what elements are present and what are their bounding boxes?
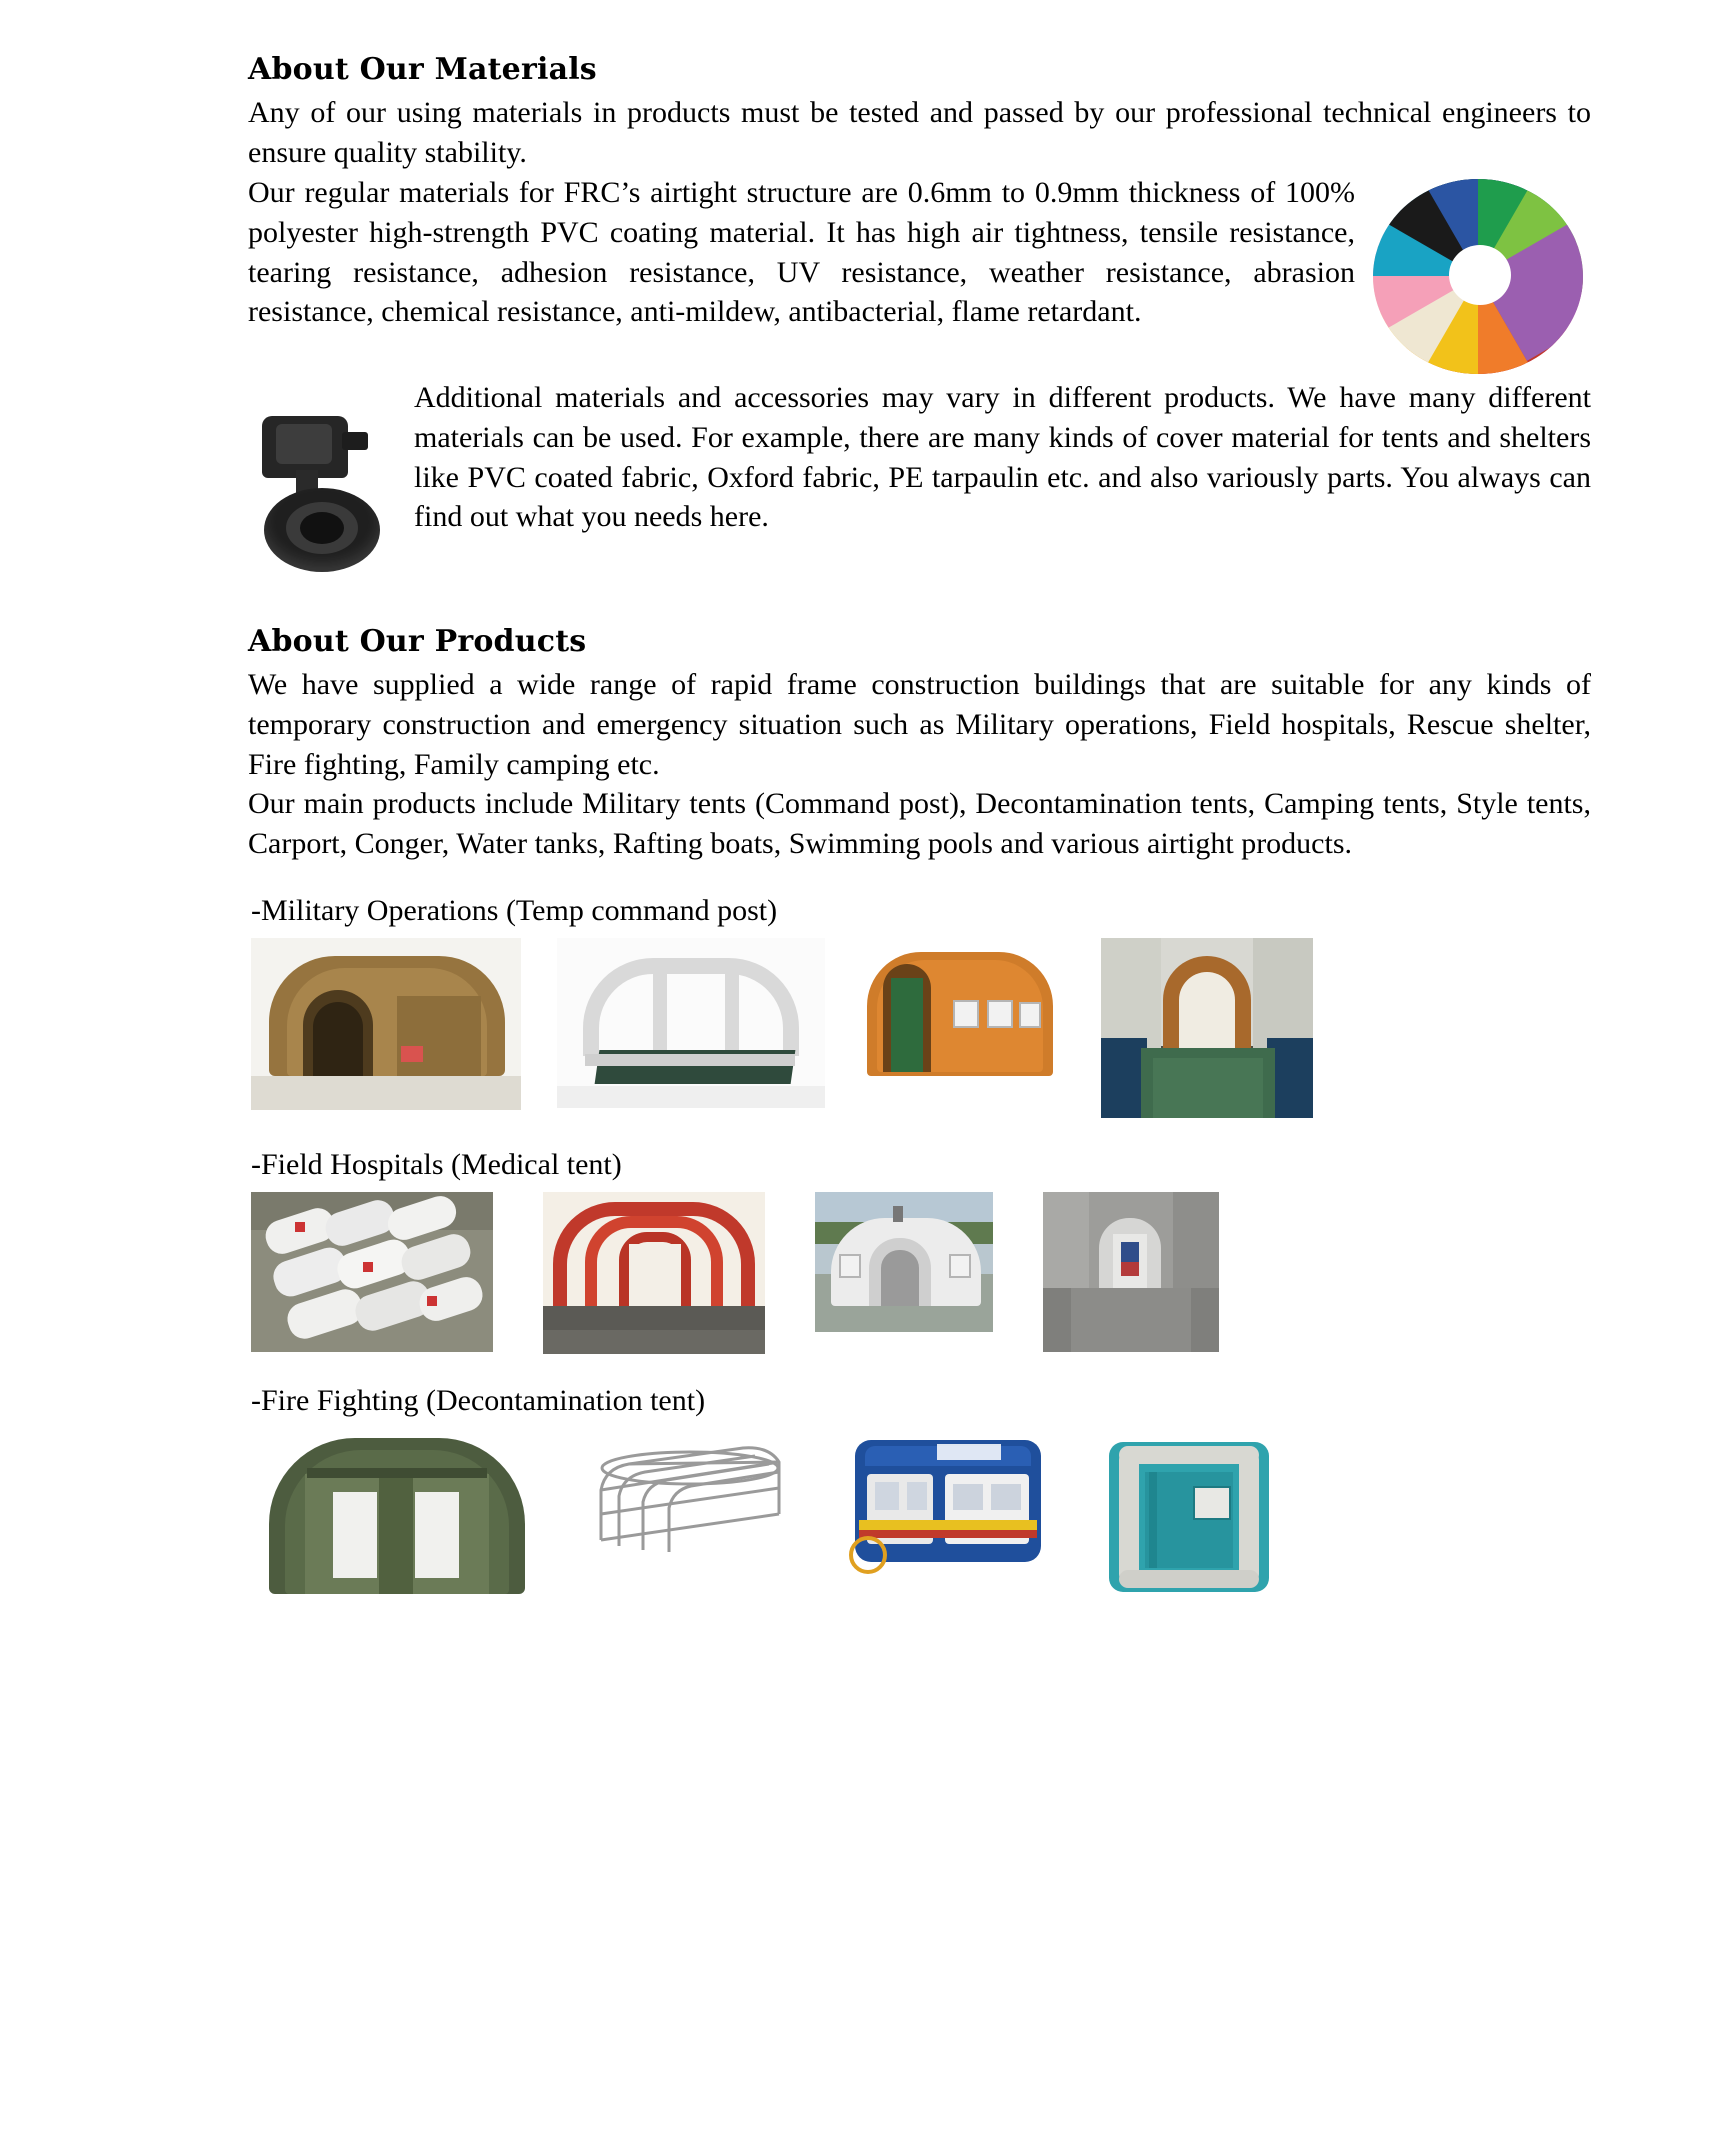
tent-interior-view — [1101, 938, 1313, 1118]
blue-rescue-decon-tent — [841, 1428, 1053, 1580]
gallery-fire-fighting — [248, 1428, 1591, 1616]
gallery-military-operations — [248, 938, 1591, 1118]
pvc-color-swatch-wheel — [1373, 179, 1583, 374]
gallery-label-field-hospitals: -Field Hospitals (Medical tent) — [251, 1148, 622, 1182]
camouflage-inflatable-tent — [861, 938, 1065, 1096]
products-paragraph-2: Our main products include Military tents (Command post), Decontamination tents, Camping tents, Style tents, Carport, Conger, Water tanks, Rafting boats, Swimming pools and various airtight products. — [248, 787, 1591, 861]
color-wheel-center-hole — [1449, 245, 1511, 305]
section-about-our-products — [248, 624, 1591, 864]
gallery-field-hospitals — [248, 1192, 1591, 1354]
frame-line-art — [583, 1428, 801, 1556]
valve-cap — [262, 416, 348, 478]
medical-tent-camp-aerial — [251, 1192, 493, 1352]
materials-paragraph-3: Additional materials and accessories may vary in different products. We have many different materials can be used. For example, there are many kinds of cover material for tents and shelters like PVC coated fabric, Oxford fabric, PE tarpaulin etc. and also variously parts. You always can find out what you needs here. — [414, 380, 1591, 534]
materials-paragraph-2-block — [248, 173, 1591, 376]
materials-paragraph-1: Any of our using materials in products must be tested and passed by our professional technical engineers to ensure quality stability. — [248, 96, 1591, 169]
inflation-valve-fitting — [256, 416, 388, 576]
materials-paragraph-2: Our regular materials for FRC’s airtight structure are 0.6mm to 0.9mm thickness of 100% polyester high-strength PVC coating material. It has high air tightness, tensile resistance, tearing resistance, adhesion resistance, UV resistance, weather resistance, abrasion resistance, chemical resistance, anti-mildew, antibacterial, flame retardant. — [248, 175, 1355, 329]
valve-graphic — [256, 416, 388, 576]
red-frame-tent-interior — [543, 1192, 765, 1354]
valve-base-ring — [264, 488, 380, 572]
gallery-label-fire-fighting: -Fire Fighting (Decontamination tent) — [251, 1384, 706, 1418]
white-frame-tent-structure — [557, 938, 825, 1108]
green-camouflage-decon-tent — [251, 1428, 543, 1616]
medical-tent-inside-corridor — [1043, 1192, 1219, 1352]
products-paragraph-1: We have supplied a wide range of rapid frame construction buildings that are suitable for any kinds of temporary construction and emergency situation such as Military operations, Field hospitals, Rescue shelter, Fire fighting, Family camping etc. — [248, 667, 1591, 781]
page-title-materials: About Our Materials — [248, 52, 597, 87]
section-about-our-materials — [248, 52, 1591, 580]
gallery-label-military-operations: -Military Operations (Temp command post) — [251, 894, 778, 928]
teal-shower-decon-cabin — [1093, 1428, 1285, 1606]
tan-military-command-tent — [251, 938, 521, 1110]
white-medical-tunnel-tent — [815, 1192, 993, 1332]
materials-paragraph-3-block — [248, 378, 1591, 580]
page-title-products: About Our Products — [248, 623, 587, 659]
color-wheel-graphic — [1373, 179, 1583, 374]
tent-frame-line-drawing — [583, 1428, 801, 1556]
